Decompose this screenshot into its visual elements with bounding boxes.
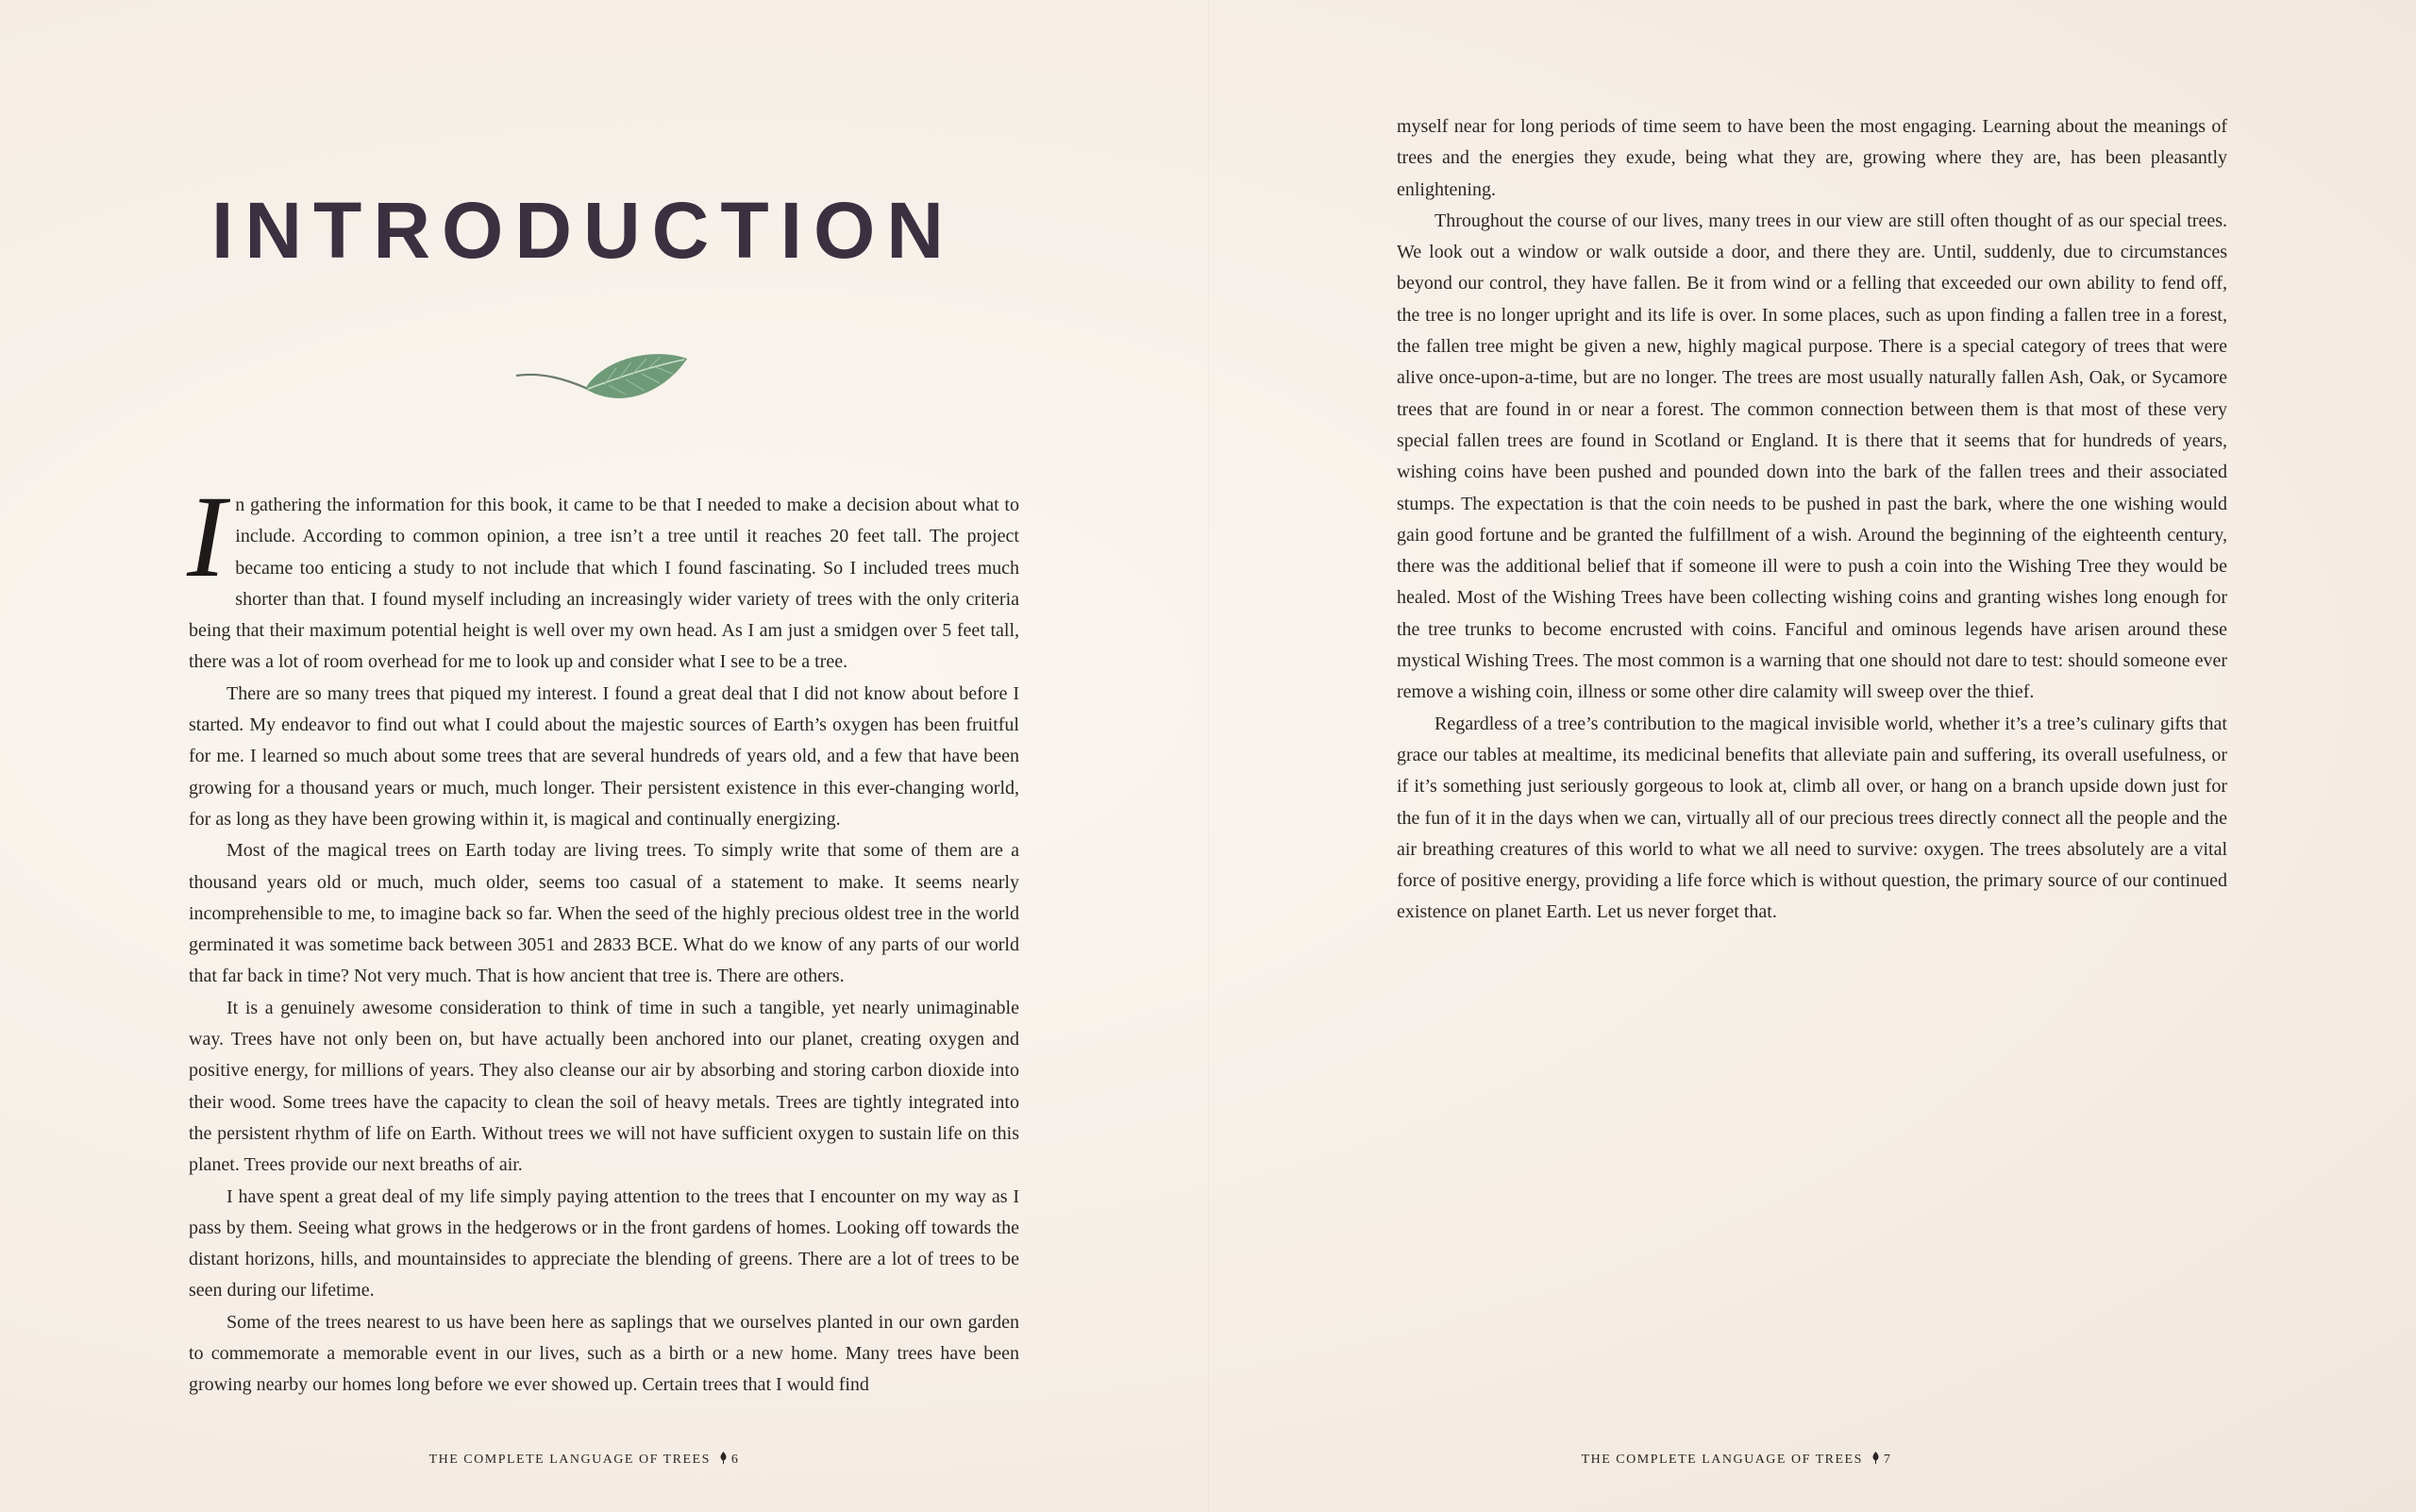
right-body-text <box>1397 111 2227 929</box>
tree-icon <box>1871 1452 1880 1464</box>
paragraph: Regardless of a tree’s contribution to the magical invisible world, whether it’s a tree’s culinary gifts that grace our tables at mealtime, its medicinal benefits that alleviate pain and suffering, its overall usefulness, or if it’s something just seriously gorgeous to look at, climb all over, or hang on a branch upside down just for the fun of it in the days when we can, virtually all of our precious trees directly connect all the people and the air breathing creatures of this world to what we all need to survive: oxygen. The trees absolutely are a vital force of positive energy, providing a life force which is without question, the primary source of our continued existence on planet Earth. Let us never forget that. <box>1397 713 2227 923</box>
tree-icon <box>719 1452 728 1464</box>
running-footer-title: THE COMPLETE LANGUAGE OF TREES <box>1581 1453 1863 1467</box>
paragraph: Throughout the course of our lives, many trees in our view are still often thought of as our special trees. We look out a window or walk outside a door, and there they are. Until, suddenly, due to circumstances beyond our control, they have fallen. Be it from wind or a felling that exceeded our own ability to fend off, the tree is no longer upright and its life is over. In some places, such as upon finding a fallen tree in a forest, the fallen tree might be given a new, highly magical purpose. There is a special category of trees that were alive once-upon-a-time, but are no longer. The trees are most usually naturally fallen Ash, Oak, or Sycamore trees that are found in or near a forest. The common connection between them is that most of these very special fallen trees are found in Scotland or England. It is there that it seems that for hundreds of years, wishing coins have been pushed and pounded down into the bark of the fallen trees and their associated stumps. The expectation is that the coin needs to be pushed in past the bark, where the one wishing would gain good fortune and be granted the fulfillment of a wish. Around the beginning of the eighteenth century, there was the additional belief that if someone ill were to push a coin into the Wishing Tree they would be healed. Most of the Wishing Trees have been collecting wishing coins and granting wishes long enough for the tree trunks to become encrusted with coins. Fanciful and ominous legends have arisen around these mystical Wishing Trees. The most common is a warning that one should not dare to test: should someone ever remove a wishing coin, illness or some other dire calamity will sweep over the thief. <box>1397 210 2228 703</box>
paragraph: Some of the trees nearest to us have been here as saplings that we ourselves planted in our own garden to commemorate a memorable event in our lives, such as a birth or a new home. Many trees have been growing nearby our homes long before we ever showed up. Certain trees that I would find <box>189 1311 1019 1396</box>
paragraph: Most of the magical trees on Earth today are living trees. To simply write that some of them are a thousand years old or much, much older, seems too casual of a statement to make. It seems nearly incomprehensible to me, to imagine back so far. When the seed of the highly precious oldest tree in the world germinated it was sometime back between 3051 and 2833 BCE. What do we know of any parts of our world that far back in time? Not very much. That is how ancient that tree is. There are others. <box>189 840 1019 987</box>
leaf-ornament-icon <box>514 347 689 423</box>
paragraph: It is a genuinely awesome consideration to think of time in such a tangible, yet nearly unimaginable way. Trees have not only been on, but have actually been anchored into our planet, creating oxygen and positive energy, for millions of years. They also cleanse our air by absorbing and storing carbon dioxide into their wood. Some trees have the capacity to clean the soil of heavy metals. Trees are tightly integrated into the persistent rhythm of life on Earth. Without trees we will not have sufficient oxygen to sustain life on this planet. Trees provide our next breaths of air. <box>189 997 1019 1176</box>
dropcap: I <box>187 472 226 601</box>
page-title: INTRODUCTION <box>211 186 955 275</box>
page-footer <box>1132 1452 2340 1468</box>
left-body-text <box>187 472 1019 1402</box>
paragraph: I have spent a great deal of my life simply paying attention to the trees that I encounter on my way as I pass by them. Seeing what grows in the hedgerows or in the front gardens of homes. Looking off towards the distant horizons, hills, and mountainsides to appreciate the blending of greens. There are a lot of trees to be seen during our lifetime. <box>189 1185 1019 1302</box>
paragraph: In gathering the information for this book, it came to be that I needed to make a decision about what to include. According to common opinion, a tree isn’t a tree until it reaches 20 feet tall. The project became too enticing a study to not include that which I found fascinating. So I included trees much shorter than that. I found myself including an increasingly wider variety of trees with the only criteria being that their maximum potential height is well over my own head. As I am just a smidgen over 5 feet tall, there was a lot of room overhead for me to look up and consider what I see to be a tree. <box>187 472 1019 673</box>
paragraph: There are so many trees that piqued my interest. I found a great deal that I did not know about before I started. My endeavor to find out what I could about the majestic sources of Earth’s oxygen has been fruitful for me. I learned so much about some trees that are several hundreds of years old, and a few that have been growing for a thousand years or much, much longer. Their persistent existence in this ever-changing world, for as long as they have been growing within it, is magical and continually energizing. <box>189 682 1019 830</box>
right-page <box>1208 0 2416 1512</box>
paragraph: myself near for long periods of time seem to have been the most engaging. Learning about the meanings of trees and the energies they exude, being what they are, growing where they are, has been pleasantly enlightening. <box>1397 116 2227 200</box>
page-number: 6 <box>730 1453 740 1467</box>
running-footer-title: THE COMPLETE LANGUAGE OF TREES <box>428 1453 711 1467</box>
page-number: 7 <box>1883 1453 1892 1467</box>
page-footer <box>0 1452 1188 1468</box>
